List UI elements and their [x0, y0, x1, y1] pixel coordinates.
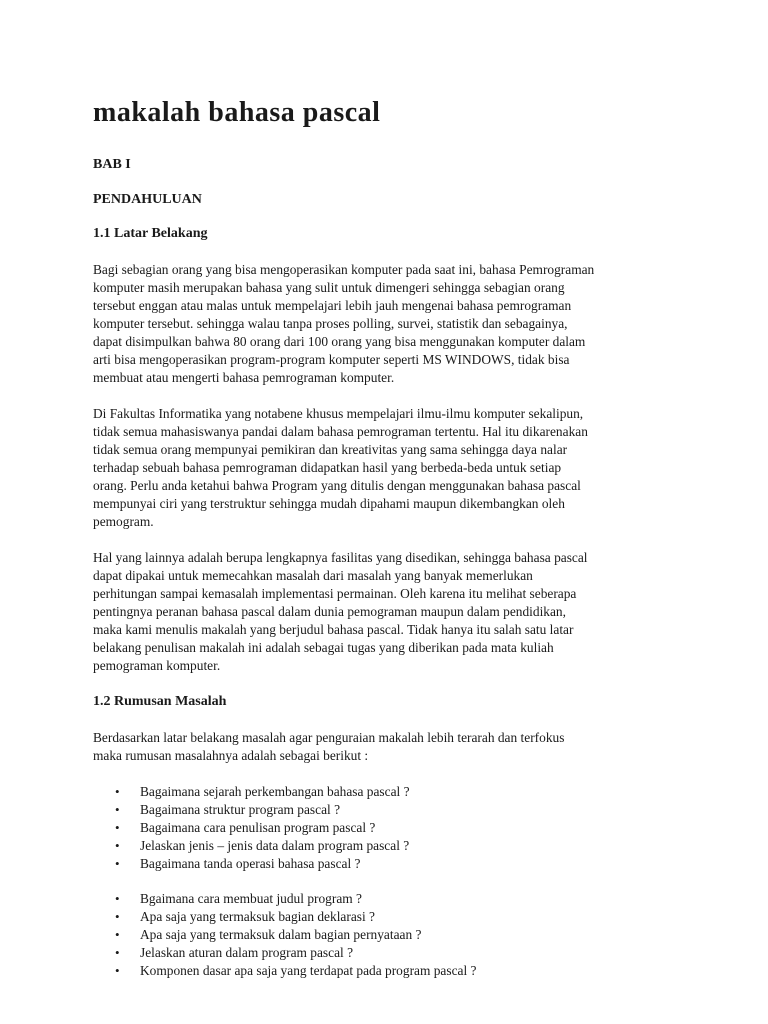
paragraph: Bagi sebagian orang yang bisa mengoperasikan komputer pada saat ini, bahasa Pemrograman komputer masih merupakan bahasa yang sulit untuk dimengeri sehingga sebagian orang tersebut enggan atau malas untuk mempelajari lebih jauh mengenai bahasa pemrograman komputer tersebut. sehingga walau tanpa proses polling, survei, statistik dan sebagainya, dapat disimpulkan bahwa 80 orang dari 100 orang yang bisa menggunakan komputer dalam arti bisa mengoperasikan program-program komputer seperti MS WINDOWS, tidak bisa membuat atau mengerti bahasa pemrograman komputer.: [93, 262, 595, 385]
list-item: [93, 801, 693, 819]
list-item-text: Komponen dasar apa saja yang terdapat pada program pascal ?: [140, 963, 477, 978]
bullet-icon: •: [115, 927, 120, 942]
list-item-text: Bgaimana cara membuat judul program ?: [140, 891, 362, 906]
document-title: makalah bahasa pascal: [93, 97, 381, 128]
section-heading-latar-belakang: 1.1 Latar Belakang: [93, 226, 208, 241]
list-item-text: Bagaimana sejarah perkembangan bahasa pascal ?: [140, 784, 410, 799]
paragraph: Berdasarkan latar belakang masalah agar penguraian makalah lebih terarah dan terfokus maka rumusan masalahnya adalah sebagai berikut :: [93, 730, 565, 763]
list-item: [93, 855, 693, 873]
list-item: [93, 890, 693, 908]
bullet-icon: •: [115, 856, 120, 871]
list-item: [93, 837, 693, 855]
bullet-icon: •: [115, 891, 120, 906]
list-item-text: Jelaskan jenis – jenis data dalam program pascal ?: [140, 838, 410, 853]
list-item-text: Bagaimana tanda operasi bahasa pascal ?: [140, 856, 361, 871]
list-item: [93, 944, 693, 962]
bullet-icon: •: [115, 909, 120, 924]
chapter-title: PENDAHULUAN: [93, 192, 202, 207]
bullet-icon: •: [115, 945, 120, 960]
list-item: [93, 926, 693, 944]
bullet-icon: •: [115, 820, 120, 835]
bullet-icon: •: [115, 784, 120, 799]
section-heading-rumusan-masalah: 1.2 Rumusan Masalah: [93, 694, 227, 709]
chapter-label: BAB I: [93, 157, 131, 172]
list-item: [93, 962, 693, 980]
bullet-icon: •: [115, 838, 120, 853]
list-item-text: Jelaskan aturan dalam program pascal ?: [140, 945, 354, 960]
list-item-text: Bagaimana cara penulisan program pascal ?: [140, 820, 376, 835]
list-item-text: Bagaimana struktur program pascal ?: [140, 802, 341, 817]
list-item-text: Apa saja yang termaksuk dalam bagian pernyataan ?: [140, 927, 422, 942]
document-page: [93, 96, 693, 997]
list-item: [93, 783, 693, 801]
list-item: [93, 908, 693, 926]
paragraph: Di Fakultas Informatika yang notabene khusus mempelajari ilmu-ilmu komputer sekalipun, tidak semua mahasiswanya pandai dalam bahasa pemrograman tertentu. Hal itu dikarenakan tidak semua orang mempunyai pemikiran dan kreativitas yang sama sehingga daya nalar terhadap sebuah bahasa pemrograman didapatkan hasil yang berbeda-beda untuk setiap orang. Perlu anda ketahui bahwa Program yang ditulis dengan menggunakan bahasa pascal mempunyai ciri yang terstruktur sehingga mudah dipahami maupun dikembangkan oleh pemogram.: [93, 406, 588, 529]
bullet-icon: •: [115, 963, 120, 978]
question-list-b: [93, 890, 693, 980]
list-item: [93, 819, 693, 837]
list-item-text: Apa saja yang termaksuk bagian deklarasi ?: [140, 909, 375, 924]
paragraph: Hal yang lainnya adalah berupa lengkapnya fasilitas yang disedikan, sehingga bahasa pascal dapat dipakai untuk memecahkan masalah dari masalah yang banyak memerlukan perhitungan sampai kemasalah implementasi permainan. Oleh karena itu melihat seberapa pentingnya peranan bahasa pascal dalam dunia pemograman maupun dalam pendidikan, maka kami menulis makalah yang berjudul bahasa pascal. Tidak hanya itu salah satu latar belakang penulisan makalah ini adalah sebagai tugas yang diberikan pada mata kuliah pemograman komputer.: [93, 550, 588, 673]
question-list-a: [93, 783, 693, 873]
bullet-icon: •: [115, 802, 120, 817]
